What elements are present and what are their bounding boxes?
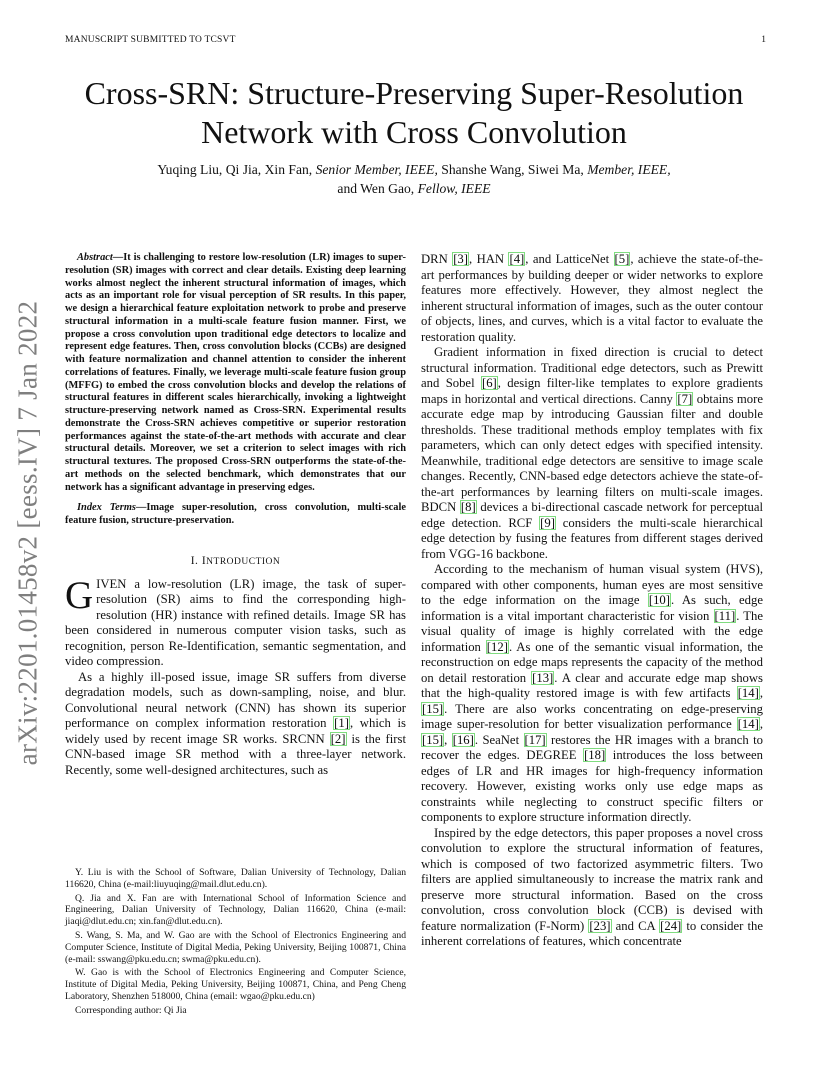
citation-link[interactable]: [8]	[460, 500, 476, 514]
paragraph-text: considers the multi-scale hierarchical edge detection by fusing the features from different stages derived from VGG-16 backbone.	[421, 515, 763, 561]
citation-link[interactable]: [13]	[532, 670, 554, 685]
index-terms-label: Index Terms	[77, 502, 136, 514]
citation-link[interactable]: [14]	[737, 686, 759, 700]
right-column	[421, 252, 763, 950]
citation-link[interactable]: [4]	[509, 252, 525, 266]
paragraph-text: . There are also works concentrating on edge-preserving image super-resolution for better visualization performance	[421, 701, 763, 731]
author-line-2	[0, 179, 828, 198]
paragraph-text: Gradient information in fixed direction is crucial to detect structural information. Traditional edge detectors, such as Prewitt and Sobel	[421, 345, 763, 390]
paragraph-text: . The visual quality of image is highly correlated with the edge information	[421, 608, 764, 654]
section-title-rest: NTRODUCTION	[206, 556, 281, 567]
paragraph-text: to consider the inherent correlations of features, which concentrate	[421, 918, 763, 948]
abstract-text: —It is challenging to restore low-resolution (LR) images to super-resolution (SR) images with correct and clear details. Existing deep learning works almost neglect the inherent structural information of images, which acts as an important role for visual perception of SR results. In this paper, we design a hierarchical feature exploitation network to probe and preserve structural information in a multi-scale feature fusion manner. First, we propose a cross convolution upon traditional edge detectors to localize and represent edge features. Then, cross convolution blocks (CCBs) are designed with feature normalization and channel attention to consider the inherent correlations of features. Finally, we leverage multi-scale feature fusion group (MFFG) to embed the cross convolution blocks and develop the relations of structural features in different scales hierarchically, invoking a lightweight structure-preserving network named as Cross-SRN. Experimental results demonstrate the Cross-SRN achieves competitive or superior restoration performances against the state-of-the-art methods with accurate and clear structural details. Moreover, we set a criterion to select images with rich structural textures. The proposed Cross-SRN outperforms the state-of-the-art methods on the selected benchmark, which demonstrates that our network has a significant advantage in preserving edges.	[65, 252, 406, 493]
paragraph-text: . SeaNet	[474, 732, 524, 747]
citation-link[interactable]: [12]	[486, 639, 508, 654]
footnote: Y. Liu is with the School of Software, Dalian University of Technology, Dalian 116620, China (e-mail:liuyuqing@mail.dlut.edu.cn).	[65, 867, 406, 890]
citation-link[interactable]: [3]	[453, 252, 468, 266]
footnote: W. Gao is with the School of Electronics Engineering and Computer Science, Institute of Digital Media, Peking University, Beijing 100871, China, and Peng Cheng Laboratory, Shenzhen 518000, China (email: wgao@pku.edu.cn)	[65, 967, 406, 1002]
paragraph-text: DRN	[421, 252, 453, 266]
citation-link[interactable]: [7]	[677, 391, 693, 406]
author-names: Shanshe Wang, Siwei Ma,	[437, 162, 588, 177]
citation-link[interactable]: [16]	[452, 732, 474, 747]
author-role: Fellow, IEEE	[417, 181, 491, 196]
intro-paragraph-3	[421, 252, 763, 345]
paragraph-text: . A clear and accurate edge map shows that the high-quality restored image is with few artifacts	[421, 670, 763, 700]
title-line-2: Network with Cross Convolution	[201, 114, 627, 150]
paragraph-text: IVEN a low-resolution (LR) image, the task of super-resolution (SR) aims to find the corresponding high-resolution (HR) instance with refined details. Image SR has been considered in numerous computer vision tasks, such as recognition, person Re-Identification, semantic segmentation, and video compression.	[65, 576, 406, 669]
intro-paragraph-4	[421, 345, 763, 562]
paragraph-text: Inspired by the edge detectors, this paper proposes a novel cross convolution to explore the structural information of features, which is composed of two factorized asymmetric filters. Two filters are applied simultaneously to increase the matrix rank and preserve more structural information. Based on the cross convolution, cross convolution block (CCB) is devised with feature normalization (F-Norm)	[421, 825, 763, 933]
footnote: Corresponding author: Qi Jia	[75, 1004, 187, 1016]
running-header: MANUSCRIPT SUBMITTED TO TCSVT	[65, 35, 236, 45]
paragraph-text: . As one of the semantic visual information, the reconstruction on edge maps represents the capacity of the method on detail restoration	[421, 639, 763, 685]
section-heading	[65, 555, 406, 567]
footnote: Q. Jia and X. Fan are with International School of Information Science and Engineering, Dalian University of Technology, Dalian 116620, China (e-mail: jiaqi@dlut.edu.cn; xin.fan@dlut.edu.cn).	[65, 892, 406, 928]
section-title-initial: I	[201, 554, 207, 567]
author-names: and Wen Gao,	[337, 181, 418, 196]
paragraph-text: ,	[759, 686, 763, 700]
paragraph-text: devices a bi-directional cascade network for perceptual edge detection. RCF	[421, 500, 763, 530]
arxiv-identifier: arXiv:2201.01458v2 [eess.IV] 7 Jan 2022	[12, 300, 43, 766]
paragraph-text: and CA	[611, 918, 660, 933]
citation-link[interactable]: [24]	[660, 918, 682, 933]
paragraph-text: , and LatticeNet	[525, 252, 614, 266]
paragraph-text: , design filter-like templates to explore gradients maps in horizontal and vertical directions. Canny	[421, 376, 763, 406]
paragraph-text: . As such, edge information is a vital important characteristic for vision	[421, 593, 763, 623]
footnotes	[65, 867, 406, 1019]
paper-title	[0, 74, 828, 152]
citation-link[interactable]: [11]	[714, 608, 736, 623]
citation-link[interactable]: [15]	[422, 732, 444, 747]
citation-link[interactable]: [17]	[524, 732, 546, 747]
paragraph-text: is the first CNN-based image SR method with a three-layer network. Recently, some well-designed architectures, such as	[65, 731, 406, 777]
intro-paragraph-6	[421, 826, 763, 950]
drop-cap: G	[65, 573, 94, 617]
paragraph-text: obtains more accurate edge map by introducing Gaussian filter and double thresholds. These traditional methods employ templates with fix parameters, which can only detect edges with specified intensity. Meanwhile, traditional edge detectors are sensitive to image scale changes. Recently, CNN-based edge detectors achieve the state-of-the-art performances by learning filters on multi-scale images. BDCN	[421, 391, 763, 514]
citation-link[interactable]: [1]	[334, 716, 349, 731]
paragraph-text: ,	[759, 717, 763, 731]
citation-link[interactable]: [18]	[584, 748, 606, 762]
index-terms	[65, 502, 406, 528]
author-list	[0, 160, 828, 198]
section-numeral: I.	[190, 554, 202, 567]
author-role: Senior Member, IEEE,	[315, 162, 438, 177]
paragraph-text: introduces the loss between edges of LR and HR images for high-frequency information recovery. However, existing works only use edge maps as constraints while neglecting to construct specific filters or components to explore structure information directly.	[421, 748, 763, 824]
paragraph-text: According to the mechanism of human visual system (HVS), compared with other components, human eyes are most sensitive to the edge information on the image	[421, 562, 763, 607]
paragraph-text: , which is widely used by recent image SR works. SRCNN	[65, 716, 406, 746]
page-number: 1	[761, 35, 766, 45]
paragraph-text: , achieve the state-of-the-art performances by building deeper or wider networks to explore features more effectively. However, they almost neglect the inherent structural information of images, such as the outer contour of objects, lines, and curves, which is a vital factor to evaluate the restoration quality.	[421, 252, 763, 344]
footnote: S. Wang, S. Ma, and W. Gao are with the School of Electronics Engineering and Computer Science, Institute of Digital Media, Peking University, Beijing 100871, China (e-mail: sswang@pku.edu.cn; swma@pku.edu.cn).	[65, 929, 406, 965]
abstract-label: Abstract	[77, 252, 113, 263]
title-line-1: Cross-SRN: Structure-Preserving Super-Resolution	[84, 75, 744, 111]
citation-link[interactable]: [10]	[648, 593, 670, 607]
author-role: Member, IEEE,	[587, 162, 671, 177]
arxiv-stamp	[8, 298, 48, 768]
author-names: Yuqing Liu, Qi Jia, Xin Fan,	[157, 162, 316, 177]
author-line-1	[0, 160, 828, 179]
intro-paragraph-5	[421, 562, 763, 826]
citation-link[interactable]: [23]	[589, 918, 611, 933]
citation-link[interactable]: [6]	[481, 376, 497, 390]
citation-link[interactable]: [15]	[422, 701, 444, 716]
paragraph-text: restores the HR images with a branch to recover the edges. DEGREE	[421, 732, 763, 762]
paragraph-text: As a highly ill-posed issue, image SR suffers from diverse degradation models, such as down-sampling, noise, and blur. Convolutional neural network (CNN) has shown its superior performance on complex information restoration	[65, 669, 406, 731]
abstract	[65, 252, 406, 494]
citation-link[interactable]: [5]	[614, 252, 630, 266]
paragraph-text: , HAN	[469, 252, 509, 266]
intro-paragraph-1	[65, 573, 406, 670]
index-terms-text: —Image super-resolution, cross convolution, multi-scale feature fusion, structure-preservation.	[65, 502, 406, 526]
paragraph-text: ,	[444, 732, 452, 747]
left-column	[65, 252, 406, 778]
citation-link[interactable]: [9]	[540, 515, 555, 530]
citation-link[interactable]: [2]	[330, 731, 346, 746]
citation-link[interactable]: [14]	[737, 717, 759, 731]
intro-paragraph-2	[65, 670, 406, 779]
